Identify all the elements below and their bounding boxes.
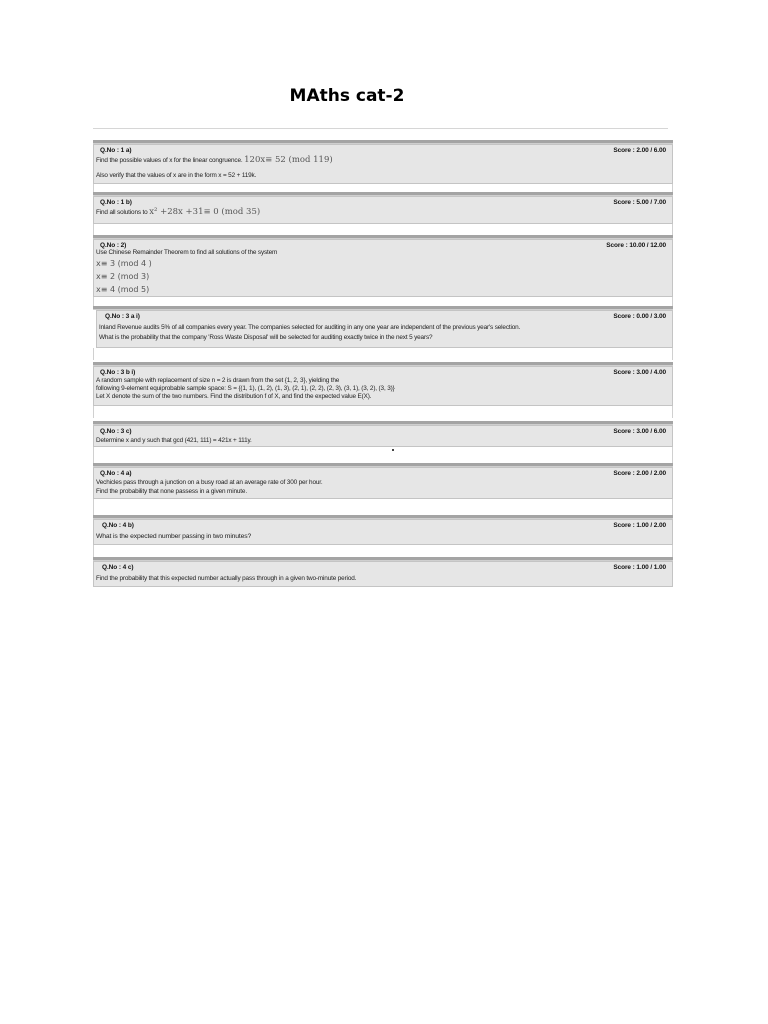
question-score: Score : 3.00 / 6.00 <box>613 428 666 435</box>
answer-area <box>93 499 673 515</box>
question-text-line-1: Vechicles pass through a junction on a busy road at an average rate of 300 per hour. <box>96 479 323 486</box>
question-panel <box>93 425 673 447</box>
question-text-line-2: following 9-element equiprobable sample space: S = {(1, 1), (1, 2), (1, 3), (2, 1), (2, 2), (2, 3), (3, 1), (3, 2), (3, 3)} <box>96 385 395 392</box>
question-text-part: Find the possible values of x for the linear congruence. <box>96 157 243 164</box>
document-title: MAths cat-2 <box>289 86 405 106</box>
question-number: Q.No : 3 b i) <box>100 369 136 376</box>
question-text: Use Chinese Remainder Theorem to find all solutions of the system <box>96 249 278 256</box>
question-score: Score : 3.00 / 4.00 <box>613 369 666 376</box>
question-number: Q.No : 1 b) <box>100 199 132 206</box>
question-block-2 <box>93 235 673 307</box>
question-block-3ai <box>93 306 673 362</box>
question-text-line-2: Find the probability that none passess in a given minute. <box>96 488 247 495</box>
question-text-part: Find all solutions to <box>96 209 148 216</box>
question-score: Score : 2.00 / 2.00 <box>613 470 666 477</box>
question-number: Q.No : 3 a i) <box>105 313 140 320</box>
question-block-4a <box>93 463 673 515</box>
question-text: Determine x and y such that gcd (421, 111) = 421x + 111y. <box>96 437 252 444</box>
question-text <box>96 155 333 165</box>
question-score: Score : 0.00 / 3.00 <box>613 313 666 320</box>
question-score: Score : 2.00 / 6.00 <box>613 147 666 154</box>
question-text-line-3: Let X denote the sum of the two numbers. Find the distribution f of X, and find the expected value E(X). <box>96 393 372 400</box>
question-panel <box>93 196 673 224</box>
system-equation-1: x≡ 3 (mod 4 ) <box>96 259 152 268</box>
question-text-line-2: Also verify that the values of x are in the form x = 52 + 119k. <box>96 172 257 179</box>
question-number: Q.No : 1 a) <box>100 147 132 154</box>
question-panel <box>93 467 673 499</box>
system-equation-3: x≡ 4 (mod 5) <box>96 285 150 294</box>
question-number: Q.No : 4 a) <box>100 470 132 477</box>
question-block-4b <box>93 515 673 559</box>
answer-area <box>93 406 673 418</box>
question-text: Find the probability that this expected number actually pass through in a given two-minute period. <box>96 575 357 582</box>
question-panel <box>93 519 673 545</box>
system-equation-2: x≡ 2 (mod 3) <box>96 272 150 281</box>
question-panel <box>93 366 673 406</box>
congruence-equation: x² +28x +31≡ 0 (mod 35) <box>149 207 261 217</box>
question-score: Score : 1.00 / 2.00 <box>613 522 666 529</box>
question-score: Score : 5.00 / 7.00 <box>613 199 666 206</box>
question-number: Q.No : 2) <box>100 242 127 249</box>
question-sheet <box>93 128 673 590</box>
congruence-equation: 120x≡ 52 (mod 119) <box>244 155 333 165</box>
question-number: Q.No : 3 c) <box>100 428 132 435</box>
question-text-line-1: Inland Revenue audits 5% of all companies every year. The companies selected for auditing in any one year are independent of the previous year's selection. <box>99 324 521 331</box>
question-text-line-2: What is the probability that the company 'Ross Waste Disposal' will be selected for auditing exactly twice in the next 5 years? <box>99 334 433 341</box>
top-rule <box>93 128 668 129</box>
answer-area <box>93 447 673 463</box>
answer-area <box>93 348 673 360</box>
stray-mark <box>392 449 394 451</box>
question-score: Score : 1.00 / 1.00 <box>613 564 666 571</box>
question-panel <box>93 144 673 184</box>
question-number: Q.No : 4 b) <box>102 522 134 529</box>
question-text-line-1: A random sample with replacement of size n = 2 is drawn from the set {1, 2, 3}, yielding the <box>96 377 340 384</box>
question-text: What is the expected number passing in two minutes? <box>96 533 252 540</box>
question-text <box>96 207 260 217</box>
question-panel <box>93 239 673 297</box>
question-block-4c <box>93 557 673 590</box>
question-panel <box>96 310 673 348</box>
question-score: Score : 10.00 / 12.00 <box>606 242 666 249</box>
question-block-1a <box>93 140 673 194</box>
question-block-3bi <box>93 362 673 420</box>
question-block-3c <box>93 421 673 465</box>
question-number: Q.No : 4 c) <box>102 564 134 571</box>
question-block-1b <box>93 192 673 238</box>
question-panel <box>93 561 673 587</box>
